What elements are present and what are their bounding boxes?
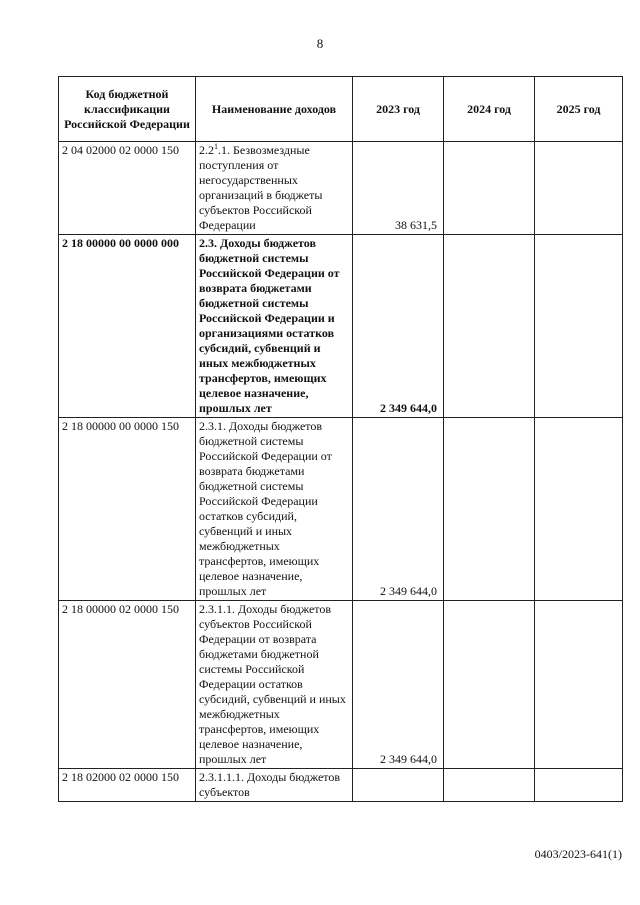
row-value-2024 (444, 769, 535, 802)
row-value-2024 (444, 418, 535, 601)
row-code: 2 18 00000 00 0000 000 (59, 235, 196, 418)
row-name-prefix: 2.2 (199, 143, 214, 157)
row-name: 2.3.1.1.1. Доходы бюджетов субъектов (196, 769, 353, 802)
table-row (59, 142, 623, 235)
document-number: 0403/2023-641(1) (534, 847, 622, 861)
table-row (59, 601, 623, 769)
row-name: 2.3. Доходы бюджетов бюджетной системы Российской Федерации от возврата бюджетами бюджетной системы Российской Федерации и организациями остатков субсидий, субвенций и иных межбюджетных трансфертов, имеющих целевое назначение, прошлых лет (196, 235, 353, 418)
header-2024: 2024 год (444, 77, 535, 142)
row-code: 2 18 00000 00 0000 150 (59, 418, 196, 601)
row-value-2024 (444, 235, 535, 418)
row-value-2023: 2 349 644,0 (353, 418, 444, 601)
row-value-2025 (535, 142, 623, 235)
row-value-2024 (444, 601, 535, 769)
row-value-2025 (535, 601, 623, 769)
row-value-2023: 38 631,5 (353, 142, 444, 235)
row-code: 2 18 00000 02 0000 150 (59, 601, 196, 769)
header-name: Наименование доходов (196, 77, 353, 142)
table-row (59, 418, 623, 601)
row-value-2025 (535, 235, 623, 418)
budget-table (58, 76, 623, 802)
row-value-2023: 2 349 644,0 (353, 601, 444, 769)
row-code: 2 04 02000 02 0000 150 (59, 142, 196, 235)
table-row (59, 769, 623, 802)
row-value-2023 (353, 769, 444, 802)
row-value-2023: 2 349 644,0 (353, 235, 444, 418)
table-header-row (59, 77, 623, 142)
header-code: Код бюджетной классификации Российской Федерации (59, 77, 196, 142)
row-value-2025 (535, 769, 623, 802)
table-row (59, 235, 623, 418)
row-name: 2.3.1. Доходы бюджетов бюджетной системы Российской Федерации от возврата бюджетами бюджетной системы Российской Федерации остатков субсидий, субвенций и иных межбюджетных трансфертов, имеющих целевое назначение, прошлых лет (196, 418, 353, 601)
header-2023: 2023 год (353, 77, 444, 142)
row-code: 2 18 02000 02 0000 150 (59, 769, 196, 802)
header-2025: 2025 год (535, 77, 623, 142)
page-number: 8 (316, 36, 324, 51)
row-name-superscript: 1 (214, 142, 218, 151)
row-name-text: .1. Безвозмездные поступления от негосударственных организаций в бюджеты субъектов Российской Федерации (199, 143, 323, 232)
row-name (196, 142, 353, 235)
row-name: 2.3.1.1. Доходы бюджетов субъектов Российской Федерации от возврата бюджетами бюджетной системы Российской Федерации остатков субсидий, субвенций и иных межбюджетных трансфертов, имеющих целевое назначение, прошлых лет (196, 601, 353, 769)
row-value-2024 (444, 142, 535, 235)
row-value-2025 (535, 418, 623, 601)
